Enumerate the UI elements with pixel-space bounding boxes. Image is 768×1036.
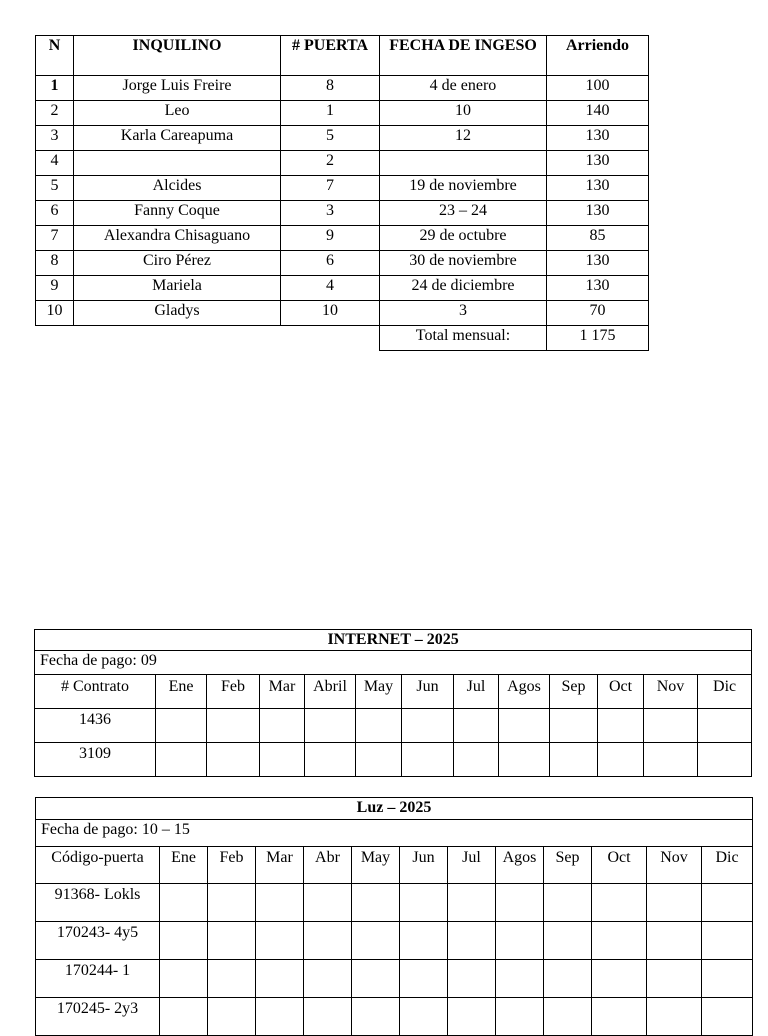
header-arriendo: Arriendo <box>547 36 649 76</box>
table-row <box>36 76 649 101</box>
header-month: Mar <box>260 675 305 709</box>
month-cell <box>160 884 208 922</box>
month-cell <box>644 743 698 777</box>
header-month: Dic <box>698 675 752 709</box>
table-row <box>36 201 649 226</box>
header-month: Ene <box>160 847 208 884</box>
cell-n: 7 <box>36 226 74 251</box>
table-row <box>36 101 649 126</box>
cell-n: 4 <box>36 151 74 176</box>
cell-fecha: 10 <box>380 101 547 126</box>
header-month: Ene <box>156 675 207 709</box>
cell-n: 5 <box>36 176 74 201</box>
header-codigo-puerta: Código-puerta <box>36 847 160 884</box>
cell-inquilino: Mariela <box>74 276 281 301</box>
cell-n: 1 <box>36 76 74 101</box>
header-month: Nov <box>644 675 698 709</box>
month-cell <box>550 709 598 743</box>
month-cell <box>592 884 647 922</box>
header-month: Jun <box>402 675 454 709</box>
cell-arriendo: 130 <box>547 251 649 276</box>
header-contrato: # Contrato <box>35 675 156 709</box>
month-cell <box>207 709 260 743</box>
month-cell <box>496 960 544 998</box>
header-month: Jul <box>448 847 496 884</box>
cell-n: 6 <box>36 201 74 226</box>
header-month: May <box>356 675 402 709</box>
month-cell <box>260 743 305 777</box>
month-cell <box>256 998 304 1036</box>
cell-puerta: 9 <box>281 226 380 251</box>
month-cell <box>647 960 702 998</box>
month-cell <box>400 884 448 922</box>
cell-inquilino <box>74 151 281 176</box>
cell-puerta: 2 <box>281 151 380 176</box>
luz-fecha-pago: Fecha de pago: 10 – 15 <box>36 820 753 847</box>
cell-arriendo: 130 <box>547 276 649 301</box>
month-cell <box>454 743 499 777</box>
cell-arriendo: 130 <box>547 126 649 151</box>
month-cell <box>647 922 702 960</box>
cell-puerta: 3 <box>281 201 380 226</box>
header-month: Oct <box>592 847 647 884</box>
month-cell <box>647 998 702 1036</box>
month-cell <box>702 922 753 960</box>
month-cell <box>208 922 256 960</box>
table-row <box>36 998 753 1036</box>
internet-title: INTERNET – 2025 <box>35 630 752 651</box>
month-cell <box>544 884 592 922</box>
cell-fecha: 3 <box>380 301 547 326</box>
internet-table <box>34 629 752 777</box>
month-cell <box>400 960 448 998</box>
month-cell <box>256 922 304 960</box>
header-month: Oct <box>598 675 644 709</box>
cell-arriendo: 130 <box>547 151 649 176</box>
cell-fecha: 12 <box>380 126 547 151</box>
table-row <box>36 226 649 251</box>
internet-fecha-pago: Fecha de pago: 09 <box>35 651 752 675</box>
month-cell <box>156 709 207 743</box>
month-cell <box>256 884 304 922</box>
month-cell <box>448 884 496 922</box>
cell-inquilino: Jorge Luis Freire <box>74 76 281 101</box>
header-month: Jun <box>400 847 448 884</box>
total-label: Total mensual: <box>380 326 547 351</box>
month-cell <box>304 998 352 1036</box>
month-cell <box>644 709 698 743</box>
cell-n: 9 <box>36 276 74 301</box>
cell-fecha: 29 de octubre <box>380 226 547 251</box>
cell-puerta: 4 <box>281 276 380 301</box>
cell-fecha: 24 de diciembre <box>380 276 547 301</box>
table-row <box>35 743 752 777</box>
month-cell <box>160 922 208 960</box>
cell-arriendo: 140 <box>547 101 649 126</box>
month-cell <box>400 922 448 960</box>
table-row <box>36 276 649 301</box>
month-cell <box>702 960 753 998</box>
codigo-puerta: 170243- 4y5 <box>36 922 160 960</box>
tenants-table <box>35 35 649 351</box>
header-month: Sep <box>544 847 592 884</box>
cell-arriendo: 100 <box>547 76 649 101</box>
cell-inquilino: Ciro Pérez <box>74 251 281 276</box>
month-cell <box>544 960 592 998</box>
header-month: Abril <box>305 675 356 709</box>
header-month: Jul <box>454 675 499 709</box>
header-month: Abr <box>304 847 352 884</box>
cell-n: 3 <box>36 126 74 151</box>
total-value: 1 175 <box>547 326 649 351</box>
table-row <box>36 922 753 960</box>
month-cell <box>208 998 256 1036</box>
cell-puerta: 5 <box>281 126 380 151</box>
month-cell <box>496 998 544 1036</box>
header-fecha-ingreso: FECHA DE INGESO <box>380 36 547 76</box>
cell-arriendo: 85 <box>547 226 649 251</box>
month-cell <box>207 743 260 777</box>
cell-inquilino: Leo <box>74 101 281 126</box>
month-cell <box>304 884 352 922</box>
table-row <box>36 301 649 326</box>
cell-puerta: 6 <box>281 251 380 276</box>
header-month: Mar <box>256 847 304 884</box>
month-cell <box>702 884 753 922</box>
month-cell <box>156 743 207 777</box>
cell-inquilino: Karla Careapuma <box>74 126 281 151</box>
table-row <box>35 709 752 743</box>
header-month: Dic <box>702 847 753 884</box>
cell-inquilino: Fanny Coque <box>74 201 281 226</box>
month-cell <box>544 998 592 1036</box>
header-month: Nov <box>647 847 702 884</box>
month-cell <box>160 960 208 998</box>
cell-arriendo: 130 <box>547 201 649 226</box>
cell-puerta: 1 <box>281 101 380 126</box>
cell-puerta: 10 <box>281 301 380 326</box>
month-cell <box>698 709 752 743</box>
cell-n: 2 <box>36 101 74 126</box>
cell-arriendo: 130 <box>547 176 649 201</box>
cell-inquilino: Alcides <box>74 176 281 201</box>
luz-header-row <box>36 847 753 884</box>
month-cell <box>496 884 544 922</box>
month-cell <box>305 709 356 743</box>
cell-fecha: 30 de noviembre <box>380 251 547 276</box>
month-cell <box>448 960 496 998</box>
month-cell <box>544 922 592 960</box>
month-cell <box>352 922 400 960</box>
cell-fecha: 4 de enero <box>380 76 547 101</box>
month-cell <box>304 960 352 998</box>
table-row <box>36 176 649 201</box>
codigo-puerta: 170245- 2y3 <box>36 998 160 1036</box>
month-cell <box>400 998 448 1036</box>
table-row <box>36 884 753 922</box>
month-cell <box>402 709 454 743</box>
month-cell <box>598 709 644 743</box>
month-cell <box>305 743 356 777</box>
month-cell <box>592 998 647 1036</box>
month-cell <box>592 922 647 960</box>
month-cell <box>208 960 256 998</box>
contrato-id: 3109 <box>35 743 156 777</box>
table-row <box>36 151 649 176</box>
cell-fecha: 23 – 24 <box>380 201 547 226</box>
luz-table <box>35 797 753 1036</box>
month-cell <box>356 743 402 777</box>
month-cell <box>448 922 496 960</box>
month-cell <box>647 884 702 922</box>
month-cell <box>702 998 753 1036</box>
contrato-id: 1436 <box>35 709 156 743</box>
month-cell <box>352 998 400 1036</box>
cell-puerta: 8 <box>281 76 380 101</box>
month-cell <box>402 743 454 777</box>
header-n: N <box>36 36 74 76</box>
internet-header-row <box>35 675 752 709</box>
cell-inquilino: Gladys <box>74 301 281 326</box>
total-row <box>36 326 649 351</box>
table-row <box>36 960 753 998</box>
header-month: Feb <box>207 675 260 709</box>
month-cell <box>499 709 550 743</box>
month-cell <box>698 743 752 777</box>
month-cell <box>598 743 644 777</box>
cell-inquilino: Alexandra Chisaguano <box>74 226 281 251</box>
month-cell <box>499 743 550 777</box>
cell-n: 10 <box>36 301 74 326</box>
month-cell <box>496 922 544 960</box>
month-cell <box>352 960 400 998</box>
month-cell <box>592 960 647 998</box>
tenants-header-row <box>36 36 649 76</box>
cell-fecha <box>380 151 547 176</box>
cell-fecha: 19 de noviembre <box>380 176 547 201</box>
month-cell <box>160 998 208 1036</box>
month-cell <box>304 922 352 960</box>
month-cell <box>356 709 402 743</box>
month-cell <box>448 998 496 1036</box>
header-month: May <box>352 847 400 884</box>
header-month: Agos <box>496 847 544 884</box>
table-row <box>36 251 649 276</box>
table-row <box>36 126 649 151</box>
header-month: Sep <box>550 675 598 709</box>
month-cell <box>260 709 305 743</box>
header-month: Agos <box>499 675 550 709</box>
luz-title: Luz – 2025 <box>36 798 753 820</box>
month-cell <box>208 884 256 922</box>
header-inquilino: INQUILINO <box>74 36 281 76</box>
header-month: Feb <box>208 847 256 884</box>
codigo-puerta: 170244- 1 <box>36 960 160 998</box>
cell-puerta: 7 <box>281 176 380 201</box>
month-cell <box>550 743 598 777</box>
month-cell <box>256 960 304 998</box>
cell-n: 8 <box>36 251 74 276</box>
month-cell <box>454 709 499 743</box>
header-puerta: # PUERTA <box>281 36 380 76</box>
codigo-puerta: 91368- Lokls <box>36 884 160 922</box>
month-cell <box>352 884 400 922</box>
cell-arriendo: 70 <box>547 301 649 326</box>
